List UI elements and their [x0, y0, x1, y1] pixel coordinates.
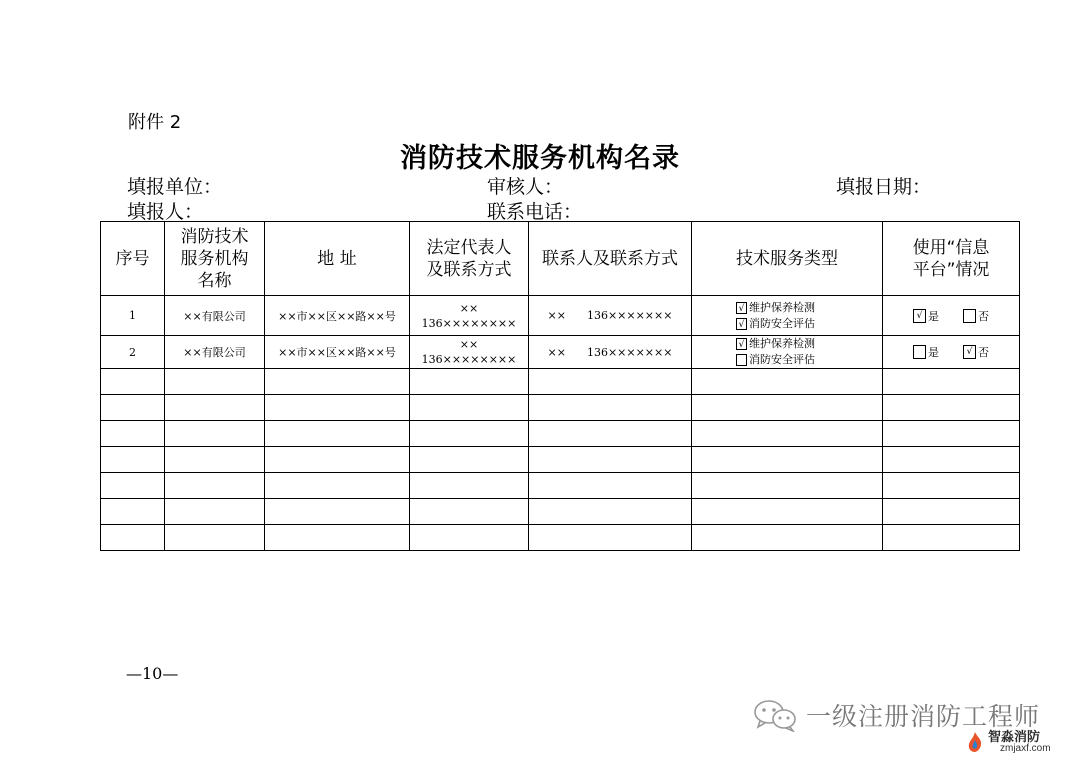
row-number: 1	[101, 296, 165, 336]
legal-rep-phone: 136××××××××	[421, 353, 517, 366]
header-legal-rep	[410, 222, 529, 296]
header-service-type	[692, 222, 883, 296]
service-checkbox[interactable]: √	[736, 338, 747, 350]
empty-cell	[265, 421, 410, 447]
legal-rep-cell	[410, 336, 529, 369]
legal-rep-name: ××	[459, 301, 479, 315]
header-line: 平台”情况	[912, 259, 990, 280]
empty-cell	[692, 525, 883, 551]
legal-rep-name: ××	[459, 338, 479, 351]
platform-no-option	[963, 308, 989, 324]
platform-no-option	[963, 344, 989, 360]
empty-table-row	[101, 395, 1020, 421]
empty-cell	[410, 447, 529, 473]
header-line: 联系人及联系方式	[542, 248, 678, 269]
empty-cell	[101, 473, 165, 499]
empty-cell	[101, 395, 165, 421]
empty-cell	[101, 447, 165, 473]
service-option	[736, 316, 882, 332]
fill-date-label: 填报日期：	[836, 176, 932, 198]
empty-cell	[165, 395, 265, 421]
flame-logo-icon	[963, 730, 987, 754]
reviewer-label: 审核人：	[487, 176, 564, 198]
table-row	[101, 336, 1020, 369]
contact-cell: ×× 136×××××××	[529, 336, 692, 369]
empty-table-row	[101, 473, 1020, 499]
empty-cell	[165, 421, 265, 447]
header-agency-name	[165, 222, 265, 296]
empty-cell	[883, 421, 1020, 447]
watermark-text: 一级注册消防工程师	[806, 702, 1041, 731]
empty-cell	[529, 369, 692, 395]
document-title: 消防技术服务机构名录	[400, 143, 680, 174]
header-platform-usage	[883, 222, 1020, 296]
empty-cell	[883, 499, 1020, 525]
empty-cell	[265, 447, 410, 473]
platform-yes-option	[913, 308, 939, 324]
empty-cell	[410, 473, 529, 499]
platform-no-label: 否	[978, 346, 989, 359]
empty-cell	[529, 421, 692, 447]
empty-table-row	[101, 499, 1020, 525]
empty-cell	[883, 447, 1020, 473]
empty-cell	[692, 473, 883, 499]
filler-label: 填报人：	[127, 201, 204, 223]
service-option	[736, 336, 882, 352]
empty-table-row	[101, 447, 1020, 473]
platform-yes-label: 是	[928, 309, 939, 323]
attachment-label: 附件 2	[128, 112, 182, 133]
platform-options	[883, 344, 1019, 360]
platform-no-checkbox[interactable]: √	[963, 345, 976, 359]
platform-usage-cell	[883, 296, 1020, 336]
page-number: —10—	[126, 664, 179, 683]
empty-cell	[265, 499, 410, 525]
empty-cell	[101, 369, 165, 395]
table-body	[101, 296, 1020, 551]
empty-cell	[410, 421, 529, 447]
service-type-cell	[692, 336, 883, 369]
platform-yes-label: 是	[928, 346, 939, 359]
empty-cell	[529, 473, 692, 499]
empty-cell	[692, 447, 883, 473]
platform-yes-checkbox[interactable]: √	[913, 309, 926, 323]
empty-cell	[692, 499, 883, 525]
legal-rep-phone: 136××××××××	[421, 316, 517, 330]
table-header-row	[101, 222, 1020, 296]
service-label: 维护保养检测	[749, 300, 815, 314]
service-option	[736, 352, 882, 368]
empty-cell	[529, 447, 692, 473]
empty-cell	[101, 525, 165, 551]
agency-address: ××市××区××路××号	[265, 296, 410, 336]
empty-cell	[529, 525, 692, 551]
row-number: 2	[101, 336, 165, 369]
agency-name: ××有限公司	[165, 296, 265, 336]
phone-label: 联系电话：	[487, 201, 583, 223]
empty-cell	[410, 369, 529, 395]
empty-cell	[883, 395, 1020, 421]
header-line: 地 址	[317, 248, 357, 269]
service-type-cell	[692, 296, 883, 336]
empty-cell	[165, 447, 265, 473]
empty-cell	[410, 525, 529, 551]
logo-name: 智淼消防	[988, 730, 1041, 745]
header-contact	[529, 222, 692, 296]
empty-cell	[692, 395, 883, 421]
empty-cell	[165, 499, 265, 525]
empty-cell	[165, 473, 265, 499]
header-line: 服务机构	[180, 248, 249, 269]
service-label: 维护保养检测	[749, 337, 815, 350]
empty-cell	[529, 499, 692, 525]
agency-list-table	[100, 221, 1020, 551]
logo-url: zmjaxf.com	[1000, 743, 1051, 754]
empty-table-row	[101, 369, 1020, 395]
service-option	[736, 300, 882, 316]
platform-yes-option	[913, 344, 939, 360]
header-address	[265, 222, 410, 296]
empty-cell	[101, 421, 165, 447]
empty-cell	[692, 369, 883, 395]
empty-cell	[410, 395, 529, 421]
platform-no-checkbox[interactable]	[963, 309, 976, 323]
legal-rep-cell	[410, 296, 529, 336]
agency-address: ××市××区××路××号	[265, 336, 410, 369]
service-label: 消防安全评估	[749, 353, 815, 366]
empty-table-row	[101, 421, 1020, 447]
header-line: 序号	[115, 248, 150, 269]
platform-usage-cell	[883, 336, 1020, 369]
wechat-icon	[752, 698, 798, 732]
platform-options	[883, 308, 1019, 324]
service-checkbox[interactable]	[736, 354, 747, 366]
platform-yes-checkbox[interactable]	[913, 345, 926, 359]
platform-no-label: 否	[978, 309, 989, 323]
header-no	[101, 222, 165, 296]
empty-cell	[410, 499, 529, 525]
table-row	[101, 296, 1020, 336]
empty-cell	[101, 499, 165, 525]
empty-cell	[883, 369, 1020, 395]
empty-cell	[265, 395, 410, 421]
service-checkbox[interactable]: √	[736, 302, 747, 314]
empty-cell	[883, 473, 1020, 499]
empty-cell	[165, 369, 265, 395]
service-label: 消防安全评估	[749, 316, 815, 330]
empty-table-row	[101, 525, 1020, 551]
header-line: 技术服务类型	[736, 248, 838, 269]
header-line: 名称	[197, 270, 232, 291]
contact-cell: ×× 136×××××××	[529, 296, 692, 336]
empty-cell	[692, 421, 883, 447]
service-checkbox[interactable]: √	[736, 318, 747, 330]
header-line: 法定代表人	[426, 237, 512, 258]
agency-name: ××有限公司	[165, 336, 265, 369]
empty-cell	[883, 525, 1020, 551]
header-line: 消防技术	[180, 226, 249, 247]
empty-cell	[265, 525, 410, 551]
empty-cell	[165, 525, 265, 551]
empty-cell	[265, 473, 410, 499]
header-line: 使用“信息	[912, 237, 990, 258]
empty-cell	[265, 369, 410, 395]
header-line: 及联系方式	[426, 259, 512, 280]
empty-cell	[529, 395, 692, 421]
fill-unit-label: 填报单位：	[127, 176, 223, 198]
